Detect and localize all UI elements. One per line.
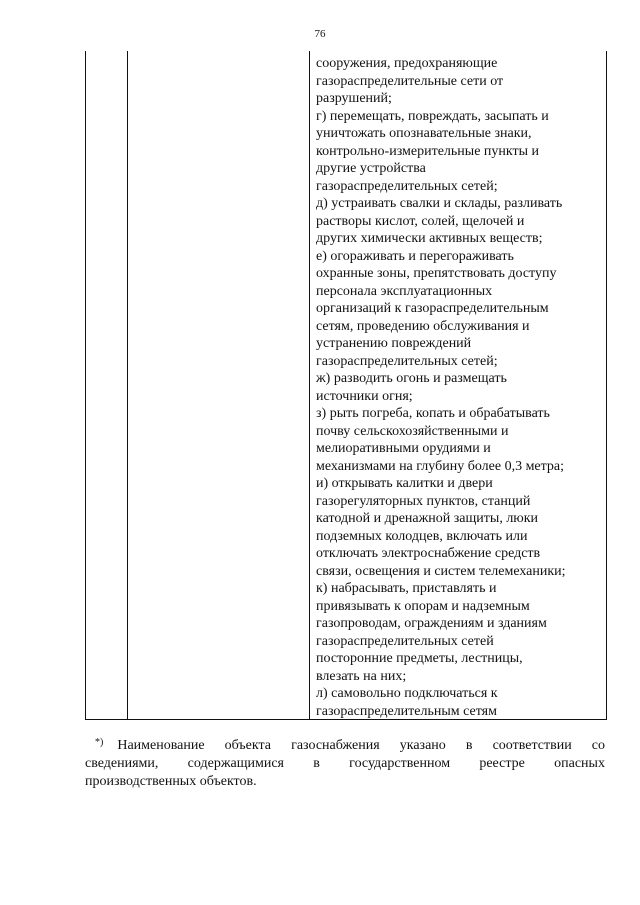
table-cell-line: подземных колодцев, включать или — [316, 528, 528, 544]
table-cell-line: влезать на них; — [316, 668, 407, 684]
table-cell-line: газораспределительные сети от — [316, 73, 504, 89]
table-cell-line: разрушений; — [316, 91, 392, 106]
footnote-word: государственном — [349, 756, 451, 771]
table-cell-line: сетям, проведению обслуживания и — [316, 318, 530, 334]
table-cell-line: ж) разводить огонь и размещать — [316, 371, 507, 386]
table-cell-line: привязывать к опорам и надземным — [316, 598, 530, 614]
table-cell-line: уничтожать опознавательные знаки, — [316, 126, 532, 141]
footnote-first-word — [95, 737, 205, 755]
table-cell-line: других химически активных веществ; — [316, 231, 543, 246]
table-cell-line: д) устраивать свалки и склады, разливать — [316, 196, 563, 211]
footnote-word: объекта — [224, 738, 272, 753]
footnote-word: соответствии — [492, 738, 572, 753]
table-cell-line: газораспределительным сетям — [316, 703, 497, 719]
table-cell-line: г) перемещать, повреждать, засыпать и — [316, 108, 549, 124]
footnote-word: содержащимися — [187, 756, 284, 771]
table-cell-line: и) открывать калитки и двери — [316, 476, 493, 491]
table-cell-line: контрольно-измерительные пункты и — [316, 143, 540, 159]
table-cell-line: з) рыть погреба, копать и обрабатывать — [316, 406, 550, 421]
prohibitions-table — [85, 51, 607, 720]
footnote-word: опасных — [554, 756, 605, 771]
table-cell-line: газораспределительных сетей; — [316, 178, 498, 194]
table-cell-line: механизмами на глубину более 0,3 метра; — [316, 458, 565, 474]
table-cell-line: устранению повреждений — [316, 336, 472, 351]
table-cell-line: связи, освещения и систем телемеханики; — [316, 563, 566, 579]
table-cell-line: почву сельскохозяйственными и — [316, 423, 509, 439]
table-cell-line: источники огня; — [316, 388, 413, 404]
footnote-line: производственных объектов. — [85, 774, 257, 789]
table-cell-line: организаций к газораспределительным — [316, 301, 549, 316]
footnote-word: в — [313, 756, 320, 771]
table-cell-line: л) самовольно подключаться к — [316, 686, 498, 701]
footnote-word: указано — [399, 738, 446, 753]
table-cell-line: отключать электроснабжение средств — [316, 546, 541, 561]
table-cell-line: персонала эксплуатационных — [316, 283, 493, 299]
table-cell-line: катодной и дренажной защиты, люки — [316, 511, 539, 526]
footnote-line — [85, 755, 605, 773]
table-cell-line: охранные зоны, препятствовать доступу — [316, 266, 557, 281]
footnote-word: в — [465, 738, 473, 753]
table-cell-line: газораспределительных сетей — [316, 633, 494, 649]
table-cell-line: газорегуляторных пунктов, станций — [316, 493, 531, 509]
table-cell-line: другие устройства — [316, 161, 426, 176]
table-cell-line: е) огораживать и перегораживать — [316, 248, 514, 264]
table-cell-line: растворы кислот, солей, щелочей и — [316, 213, 525, 229]
table-cell-line: сооружения, предохраняющие — [316, 56, 498, 71]
table-cell-line: посторонние предметы, лестницы, — [316, 651, 523, 666]
table-cell-line: газопроводам, ограждениям и зданиям — [316, 616, 547, 631]
table-column-divider — [309, 51, 310, 719]
footnote-mark: *) — [95, 737, 104, 748]
footnote-word: сведениями, — [85, 756, 159, 771]
table-cell-prohibitions-text — [316, 55, 604, 720]
table-column-divider — [127, 51, 128, 719]
footnote-word: реестре — [479, 756, 525, 771]
footnote-word: газоснабжения — [291, 738, 380, 753]
page-number: 76 — [314, 28, 326, 40]
table-cell-line: газораспределительных сетей; — [316, 353, 498, 369]
footnote — [85, 737, 605, 791]
footnote-word: со — [591, 738, 605, 753]
table-cell-line: к) набрасывать, приставлять и — [316, 581, 497, 596]
table-cell-line: мелиоративными орудиями и — [316, 441, 491, 456]
footnote-line — [85, 737, 605, 755]
footnote-word: Наименование — [117, 738, 205, 753]
